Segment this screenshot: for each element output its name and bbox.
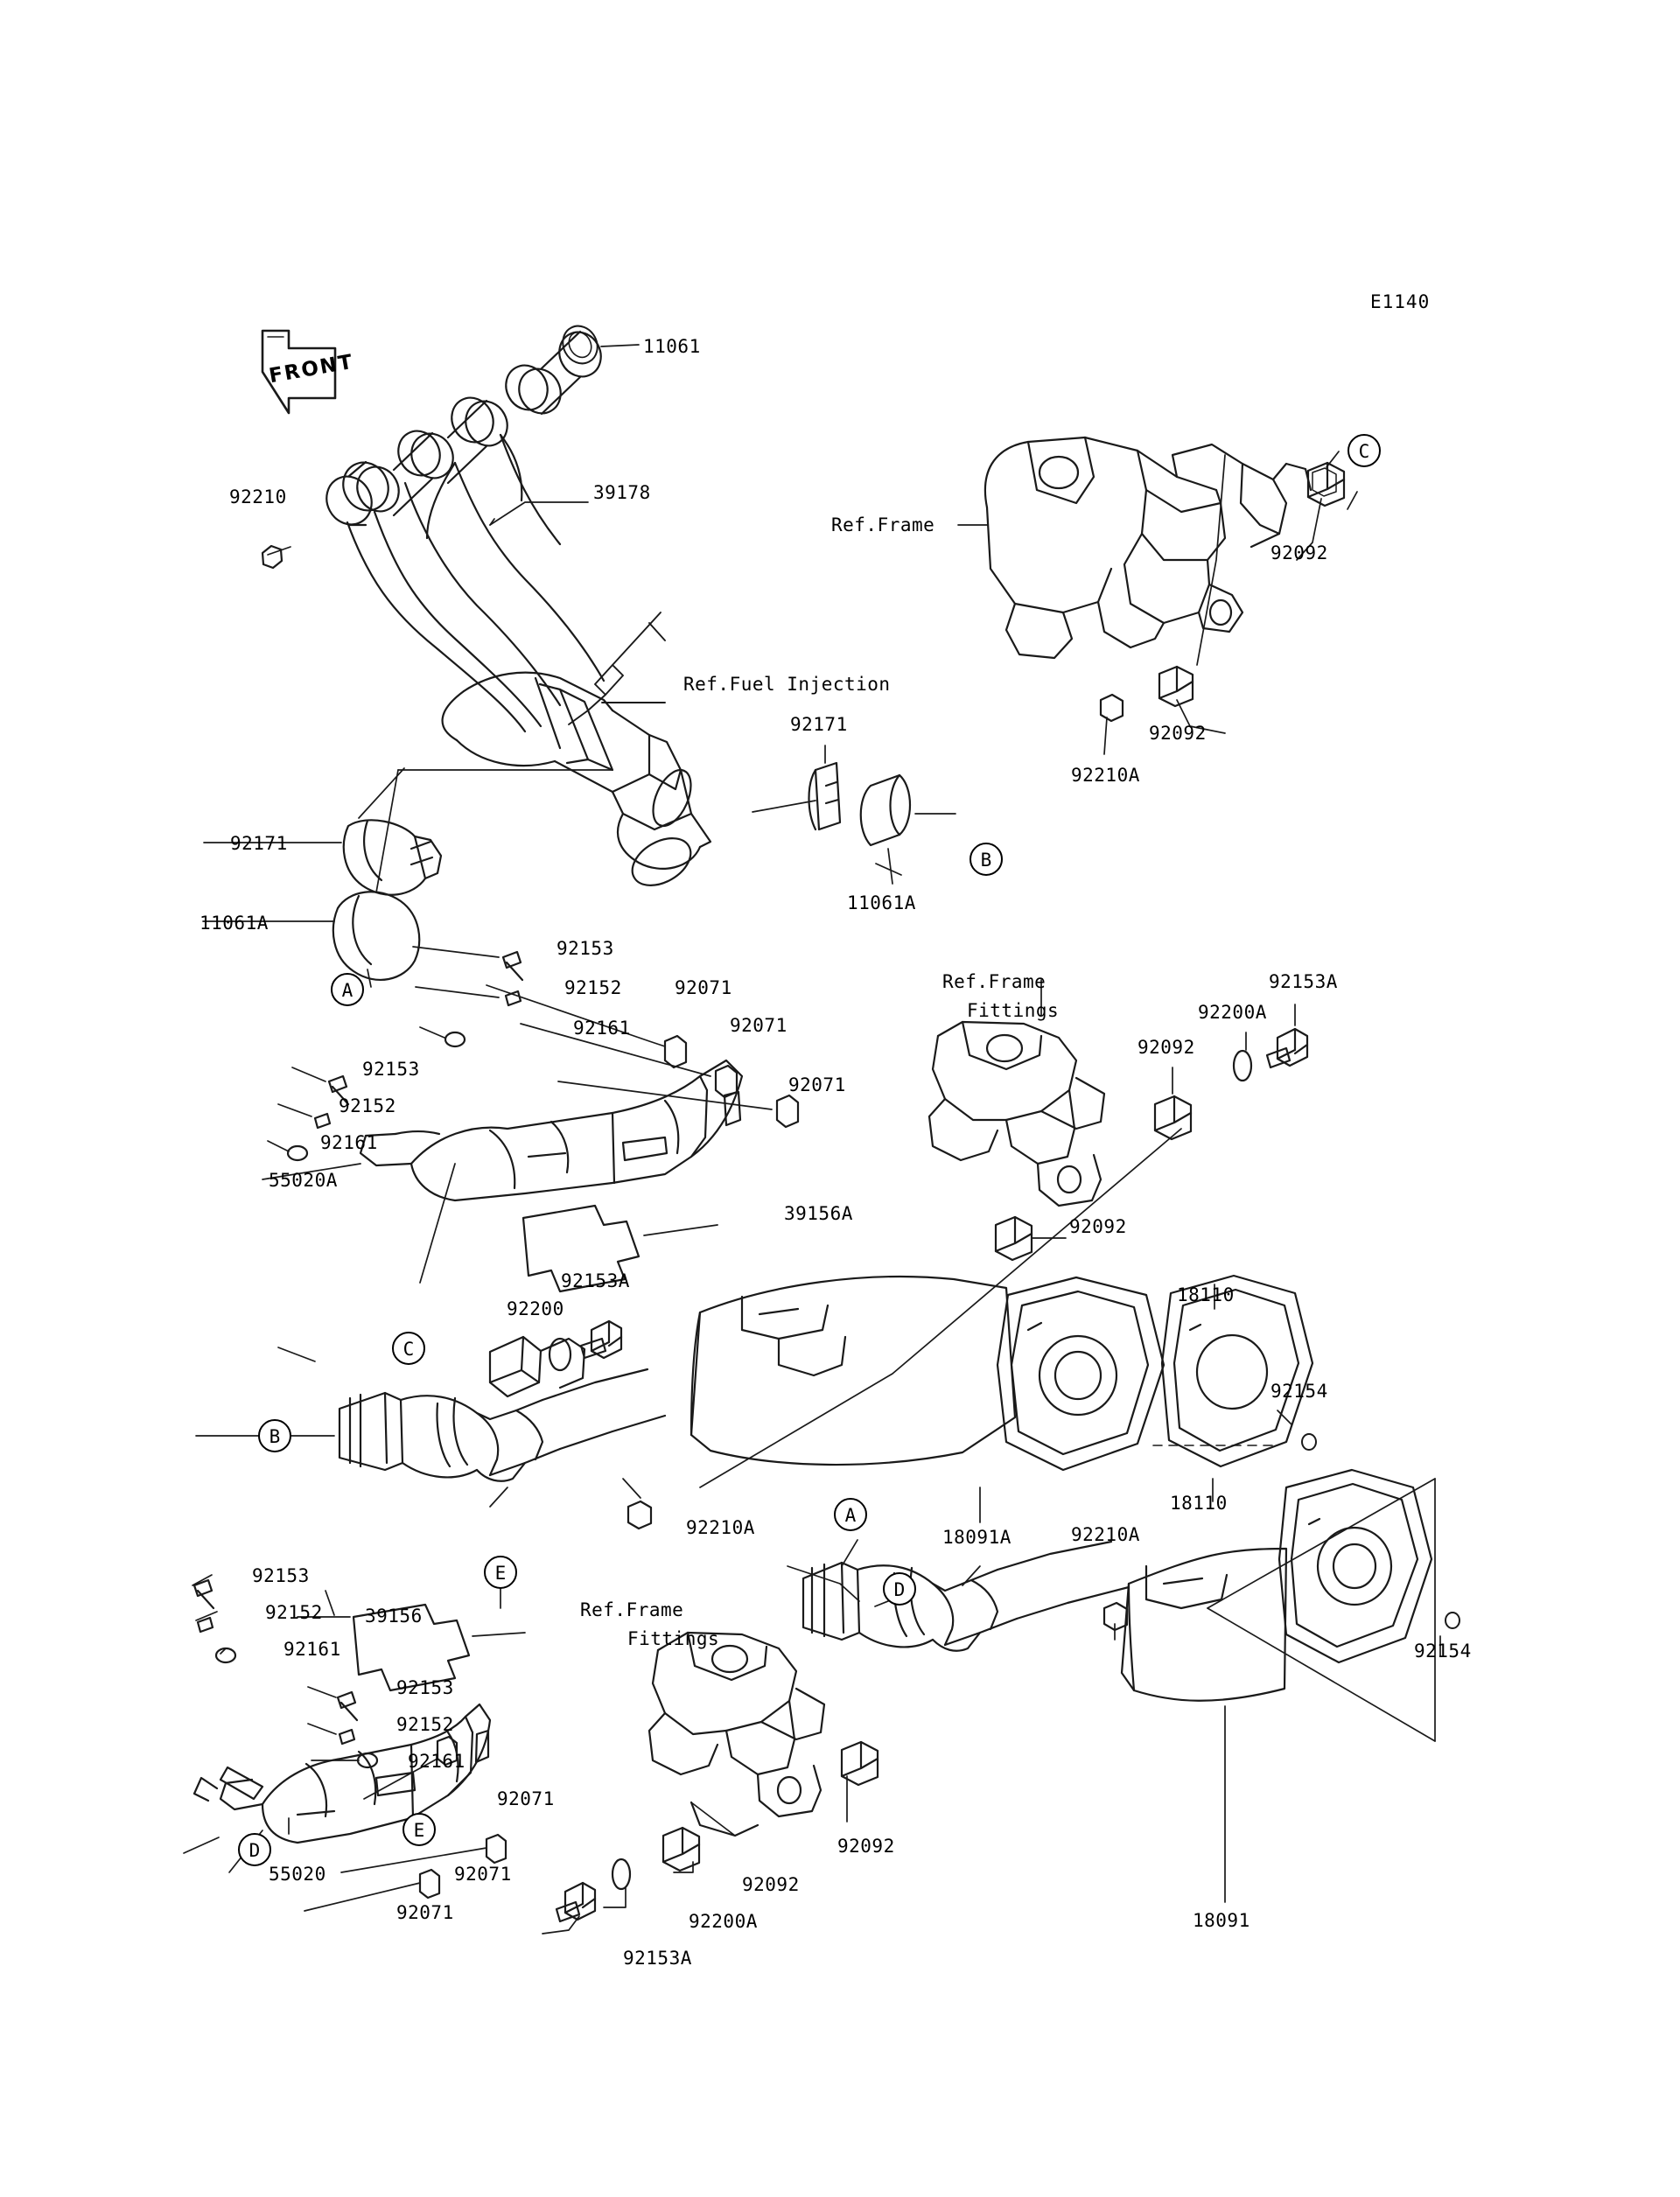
callout-92210: 92210 (229, 486, 287, 507)
ref-frame-fittings-upper (929, 1022, 1104, 1206)
sheet-code: E1140 (1370, 291, 1431, 312)
leader-lines-lower (542, 1566, 1225, 1934)
callout-92153A-bottom: 92153A (623, 1948, 692, 1969)
washer-92200A (1234, 1051, 1251, 1081)
callout-92071-a: 92071 (675, 977, 732, 998)
callout-92210A-lower: 92210A (1071, 1524, 1140, 1545)
callout-18110-lower: 18110 (1170, 1493, 1228, 1514)
nut-92210A-upper (1101, 695, 1123, 721)
callout-92152-a: 92152 (564, 977, 622, 998)
balloon-b-mid: B (258, 1419, 291, 1452)
callout-92152-d: 92152 (396, 1714, 454, 1735)
callout-92092-fittings: 92092 (1138, 1037, 1195, 1058)
collar-92092-lower-left (996, 1217, 1032, 1260)
gasket-ring-11061 (556, 320, 604, 370)
callout-92071-f: 92071 (396, 1902, 454, 1923)
callout-92171-left: 92171 (230, 833, 288, 854)
end-cap-18110-upper (998, 1277, 1164, 1470)
mid-bracket-92200 (490, 1337, 584, 1396)
callout-55020A: 55020A (269, 1170, 338, 1191)
callout-92092-midleft: 92092 (1069, 1216, 1127, 1237)
callout-92171-mid: 92171 (790, 714, 848, 735)
callout-11061A-left: 11061A (200, 913, 269, 934)
callout-92153-d: 92153 (396, 1677, 454, 1698)
ring-11061A-mid (861, 775, 910, 845)
rivet-92154-lower (1446, 1613, 1460, 1628)
callout-92210A-mid: 92210A (686, 1517, 755, 1538)
nut-92210A-lower (1104, 1603, 1127, 1630)
nut-92210A-mid (628, 1501, 651, 1529)
callout-92200A-upper: 92200A (1198, 1002, 1267, 1023)
leader-lines-fittings-upper (700, 980, 1295, 1487)
callout-ref-frame-upper: Ref.Frame (831, 514, 935, 535)
bolt-92153A-lower (556, 1883, 595, 1921)
clamp-92171-left (344, 820, 441, 894)
callout-92210A-upper: 92210A (1071, 765, 1140, 786)
callout-18110-upper: 18110 (1177, 1284, 1235, 1305)
balloon-e-low: E (484, 1556, 517, 1589)
ring-11061A-left (333, 892, 419, 980)
balloon-e-bot: E (402, 1813, 436, 1846)
heat-shield-55020A (360, 1060, 742, 1200)
balloon-a-top: A (331, 973, 364, 1006)
callout-92071-b: 92071 (730, 1015, 788, 1036)
callout-92152-c: 92152 (265, 1602, 323, 1623)
callout-92092-bottom: 92092 (837, 1836, 895, 1857)
balloon-leaders (184, 492, 1357, 1853)
front-direction-label: FRONT (267, 350, 356, 388)
muffler-18091A (691, 1277, 1015, 1465)
callout-18091A: 18091A (942, 1527, 1012, 1548)
bolt-92153A-mid (581, 1321, 621, 1358)
collar-92092-c (1308, 463, 1344, 506)
callout-92153-c: 92153 (252, 1565, 310, 1586)
callout-92161-b: 92161 (320, 1132, 378, 1153)
callout-92153A-upper: 92153A (1269, 971, 1338, 992)
callout-18091: 18091 (1193, 1910, 1250, 1931)
callout-ref-frame-fittings-lower: Ref.Frame (580, 1599, 684, 1620)
callout-92200A-lower: 92200A (689, 1911, 758, 1932)
muffler-18091 (1122, 1549, 1286, 1701)
balloon-b-top: B (970, 843, 1003, 876)
ref-frame-upper (985, 437, 1311, 658)
callout-92161-c: 92161 (284, 1639, 341, 1660)
callout-92153-a: 92153 (556, 938, 614, 959)
washer-92200A-lower (612, 1859, 630, 1889)
collar-92092-b (1159, 667, 1193, 706)
callout-92200: 92200 (507, 1298, 564, 1319)
lower-exhaust-pipe (803, 1542, 1129, 1651)
callout-92153A-mid: 92153A (561, 1270, 630, 1291)
callout-fittings-upper-2: Fittings (967, 1000, 1060, 1021)
callout-fittings-lower-2: Fittings (627, 1628, 720, 1649)
balloon-d-bot: D (238, 1833, 271, 1866)
leader-lines-lower-shield (192, 1575, 486, 1911)
clamp-92171-mid (809, 763, 841, 829)
callout-39156A: 39156A (784, 1203, 853, 1224)
callout-92071-d: 92071 (497, 1788, 555, 1809)
end-cap-18110-lower (1279, 1470, 1432, 1662)
callout-92071-e: 92071 (454, 1864, 512, 1885)
leader-lines-muffler-upper (490, 1284, 1292, 1522)
callout-39156: 39156 (365, 1606, 423, 1627)
callout-92153-b: 92153 (362, 1059, 420, 1080)
collar-92092-fittings (1155, 1096, 1191, 1139)
callout-11061: 11061 (643, 336, 701, 357)
callout-92092-bottom2: 92092 (742, 1874, 800, 1895)
pointer-long (1208, 1479, 1435, 1741)
callout-92161-a: 92161 (573, 1018, 631, 1039)
ref-frame-fittings-lower (649, 1633, 824, 1836)
callout-92152-b: 92152 (339, 1095, 396, 1116)
balloon-c-mid: C (392, 1332, 425, 1365)
callout-11061A-mid: 11061A (847, 892, 916, 913)
rivet-92154-upper (1302, 1434, 1316, 1450)
callout-92092-c: 92092 (1270, 542, 1328, 563)
callout-92154-upper: 92154 (1270, 1381, 1328, 1402)
mid-exhaust-pipe (340, 1369, 665, 1481)
callout-55020: 55020 (269, 1864, 326, 1885)
callout-92154-lower: 92154 (1414, 1641, 1472, 1662)
callout-92092-upper2: 92092 (1149, 723, 1207, 744)
leader-lines-mid-clamp (752, 745, 956, 884)
balloon-d-low: D (883, 1572, 916, 1606)
callout-92161-d: 92161 (408, 1751, 466, 1772)
nut-92210 (262, 546, 282, 568)
callout-ref-frame-fittings-upper: Ref.Frame (942, 971, 1046, 992)
oxygen-sensor (569, 612, 665, 724)
bolt-92153A-upper (1267, 1029, 1307, 1067)
balloon-a-low: A (834, 1498, 867, 1531)
balloon-c-top: C (1348, 434, 1381, 467)
callout-39178: 39178 (593, 482, 651, 503)
callout-ref-fuel-injection: Ref.Fuel Injection (683, 674, 891, 695)
header-flange-rings (318, 325, 609, 532)
callout-92071-c: 92071 (788, 1074, 846, 1095)
collector-box (443, 673, 710, 895)
